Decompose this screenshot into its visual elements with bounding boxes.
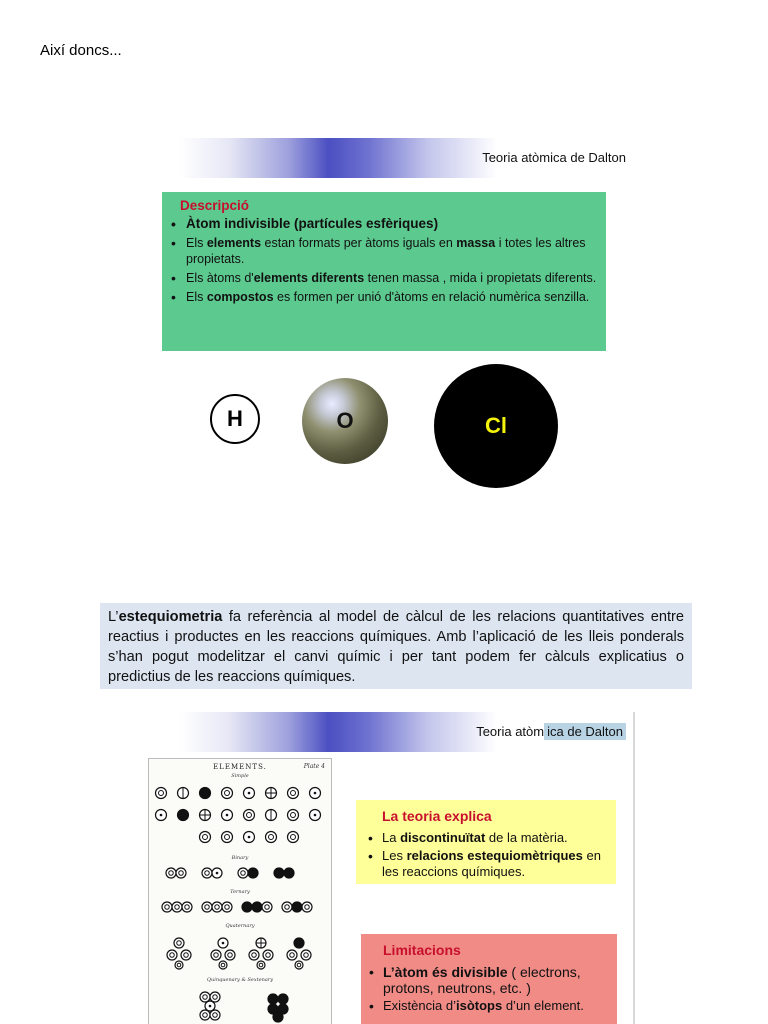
- dalton-atom-symbol: [249, 950, 259, 960]
- limitations-box: [361, 934, 617, 1024]
- dalton-atom-symbol: [211, 950, 221, 960]
- limitations-list: [367, 964, 615, 1016]
- dalton-atom-symbol: [200, 992, 210, 1002]
- text-run: estan formats per àtoms iguals en: [261, 236, 457, 250]
- dalton-atom-symbol: [274, 868, 284, 878]
- bold-text: L’àtom és divisible: [383, 964, 508, 980]
- dalton-atom-symbol: [301, 950, 311, 960]
- plate-section-label: Simple: [231, 773, 249, 779]
- oxygen-atom: [302, 378, 388, 464]
- list-item: [168, 235, 600, 267]
- limitations-heading: Limitacions: [383, 942, 461, 958]
- dalton-atom-symbol: [200, 788, 211, 799]
- dalton-atom-symbol: [222, 902, 232, 912]
- text-run: Els: [186, 236, 207, 250]
- text-run: tenen massa , mida i propietats diferents.: [364, 271, 597, 285]
- dalton-atom-symbol: [202, 868, 212, 878]
- stoichiometry-definition: [100, 603, 692, 689]
- list-item: [367, 998, 615, 1014]
- dalton-slide-description: [140, 138, 636, 494]
- text-run: Existència d’: [383, 998, 456, 1013]
- slide-banner: [140, 138, 636, 178]
- dalton-atom-mark: [226, 814, 229, 817]
- text-run: La: [382, 830, 401, 845]
- dalton-atom-symbol: [278, 994, 288, 1004]
- bold-text: estequiometria: [118, 609, 223, 625]
- list-item: [168, 270, 600, 286]
- dalton-atom-symbol: [222, 788, 233, 799]
- dalton-slide-evaluation: [140, 712, 636, 1024]
- list-item: [168, 216, 600, 232]
- chlorine-symbol: Cl: [485, 413, 507, 438]
- dalton-atom-symbol: [262, 902, 272, 912]
- explains-list: [366, 830, 614, 882]
- dalton-atom-symbol: [287, 950, 297, 960]
- description-box: [162, 192, 606, 351]
- dalton-atom-symbol: [225, 950, 235, 960]
- plate-section-label: Ternary: [230, 889, 250, 895]
- slide-title: Teoria atòmica de Dalton: [482, 150, 626, 165]
- dalton-atom-symbol: [181, 950, 191, 960]
- dalton-atom-symbol: [200, 1010, 210, 1020]
- bold-text: Àtom indivisible (partícules esfèriques): [186, 216, 439, 231]
- dalton-atom-symbol: [200, 832, 211, 843]
- bold-text: isòtops: [455, 998, 503, 1013]
- dalton-atom-symbol: [295, 961, 303, 969]
- plate-section-label: Binary: [231, 855, 249, 861]
- plate-heading: ELEMENTS.: [213, 763, 267, 771]
- explains-box: [356, 800, 616, 884]
- divider: [633, 712, 635, 1024]
- text-run: Els àtoms d': [186, 271, 254, 285]
- dalton-atom-symbol: [248, 868, 258, 878]
- dalton-atom-mark: [160, 814, 163, 817]
- dalton-atom-symbol: [292, 902, 302, 912]
- dalton-atom-symbol: [182, 902, 192, 912]
- dalton-atom-symbol: [175, 961, 183, 969]
- dalton-atom-symbol: [284, 868, 294, 878]
- dalton-atom-symbol: [294, 938, 304, 948]
- dalton-atom-symbol: [288, 810, 299, 821]
- slide-title: [476, 724, 626, 739]
- dalton-atom-symbol: [210, 1010, 220, 1020]
- list-item: [366, 830, 614, 846]
- dalton-atom-symbol: [268, 994, 278, 1004]
- dalton-atom-symbol: [222, 832, 233, 843]
- dalton-atom-symbol: [156, 788, 167, 799]
- bold-text: compostos: [206, 290, 274, 304]
- list-item: [367, 964, 615, 996]
- dalton-atom-symbol: [210, 992, 220, 1002]
- dalton-atom-symbol: [302, 902, 312, 912]
- dalton-atom-symbol: [288, 832, 299, 843]
- dalton-atom-symbol: [202, 902, 212, 912]
- dalton-atom-symbol: [172, 902, 182, 912]
- dalton-atom-mark: [314, 792, 317, 795]
- dalton-atom-symbol: [176, 868, 186, 878]
- text-run: d’un element.: [502, 998, 584, 1013]
- dalton-atom-symbol: [273, 1012, 283, 1022]
- dalton-atom-mark: [216, 872, 219, 875]
- bold-text: elements diferents: [253, 271, 365, 285]
- dalton-atom-mark: [222, 942, 225, 945]
- dalton-atom-symbol: [288, 788, 299, 799]
- text-run: es formen per unió d'àtoms en relació numèrica senzilla.: [273, 290, 590, 304]
- bold-text: massa: [456, 236, 496, 250]
- text-run: ( electrons, protons, neutrons, etc. ): [383, 964, 581, 996]
- dalton-atom-mark: [314, 814, 317, 817]
- description-list: [168, 216, 600, 308]
- dalton-atom-mark: [248, 792, 251, 795]
- bold-text: discontinuïtat: [400, 830, 486, 845]
- text-run: Les: [382, 848, 407, 863]
- dalton-atom-symbol: [178, 810, 189, 821]
- dalton-atom-symbol: [174, 938, 184, 948]
- plate-section-label: Quinquenary & Sextenary: [206, 977, 274, 983]
- slide-title-highlight: ica de Dalton: [544, 723, 626, 740]
- dalton-atom-symbol: [252, 902, 262, 912]
- text-run: fa referència al model de càlcul de les relacions quantitatives entre reactius i productes en les reaccions químiques. Amb l’aplicació de les lleis ponderals s’han pogut modelitzar el canvi químic i per tant podem fer càlculs explicatius o predictius de les reaccions químiques.: [108, 609, 684, 685]
- dalton-atom-symbol: [162, 902, 172, 912]
- dalton-atom-symbol: [263, 950, 273, 960]
- text-run: L’: [108, 609, 119, 625]
- text-run: de la matèria.: [485, 830, 568, 845]
- dalton-atom-mark: [248, 836, 251, 839]
- oxygen-symbol: O: [336, 408, 354, 433]
- hydrogen-symbol: H: [227, 406, 243, 431]
- bold-text: relacions estequiomètriques: [406, 848, 583, 863]
- dalton-atom-symbol: [166, 868, 176, 878]
- hydrogen-atom: [210, 394, 260, 444]
- text-run: i totes les altres propietats.: [186, 236, 586, 266]
- dalton-symbols-drawing: [149, 759, 331, 1024]
- text-run: en les reaccions químiques.: [382, 848, 601, 879]
- dalton-atom-symbol: [257, 961, 265, 969]
- list-item: [168, 289, 600, 305]
- explains-heading: La teoria explica: [382, 808, 492, 824]
- dalton-atom-symbol: [219, 961, 227, 969]
- description-heading: Descripció: [180, 198, 250, 213]
- plate-section-label: Quaternary: [225, 923, 255, 929]
- bold-text: elements: [206, 236, 262, 250]
- intro-text: Així doncs...: [40, 42, 122, 59]
- dalton-atom-mark: [209, 1005, 212, 1008]
- chlorine-atom: [434, 364, 558, 488]
- slide-title-part: Teoria atòm: [476, 724, 545, 739]
- slide-banner: [140, 712, 636, 752]
- dalton-atom-symbol: [167, 950, 177, 960]
- dalton-atom-symbol: [266, 832, 277, 843]
- dalton-atom-symbol: [238, 868, 248, 878]
- dalton-atom-symbol: [242, 902, 252, 912]
- list-item: [366, 848, 614, 880]
- dalton-atom-symbol: [282, 902, 292, 912]
- dalton-atom-symbol: [212, 902, 222, 912]
- dalton-atom-symbol: [244, 810, 255, 821]
- dalton-elements-plate: [148, 758, 332, 1024]
- plate-number: Plate 4: [303, 763, 325, 770]
- text-run: Els: [186, 290, 207, 304]
